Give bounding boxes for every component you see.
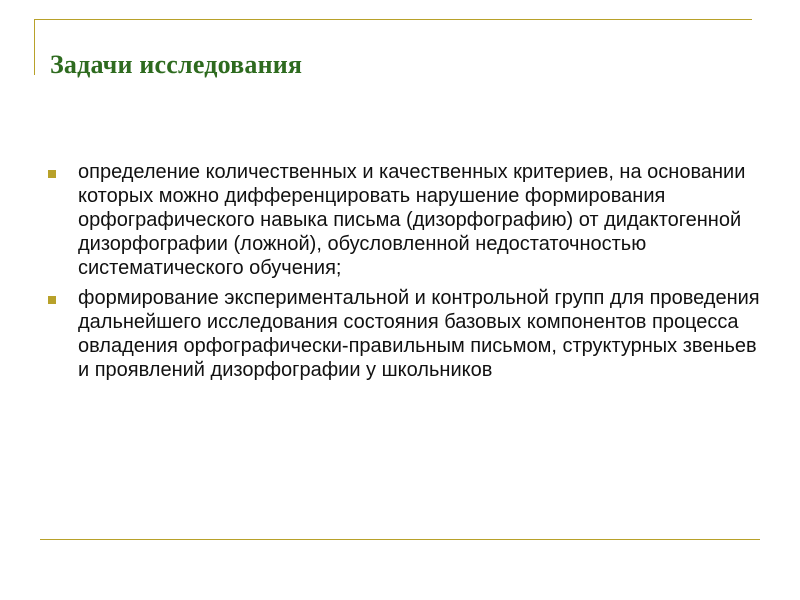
top-divider-line xyxy=(34,19,752,20)
bullet-list xyxy=(48,160,763,388)
bullet-item-1 xyxy=(48,160,763,280)
left-accent-line xyxy=(34,19,35,75)
square-bullet-icon xyxy=(48,170,56,178)
bullet-text: определение количественных и качественных критериев, на основании которых можно дифференцировать нарушение формирования орфографического навыка письма (дизорфографию) от дидактогенной дизорфографии (ложной), обусловленной недостаточностью систематического обучения; xyxy=(78,161,746,279)
bottom-divider-line xyxy=(40,539,760,540)
bullet-item-2 xyxy=(48,286,763,382)
bullet-text: формирование экспериментальной и контрольной групп для проведения дальнейшего исследования состояния базовых компонентов процесса овладения орфографически-правильным письмом, структурных звеньев и проявлений дизорфографии у школьников xyxy=(78,287,760,381)
square-bullet-icon xyxy=(48,296,56,304)
slide-title: Задачи исследования xyxy=(50,50,303,79)
